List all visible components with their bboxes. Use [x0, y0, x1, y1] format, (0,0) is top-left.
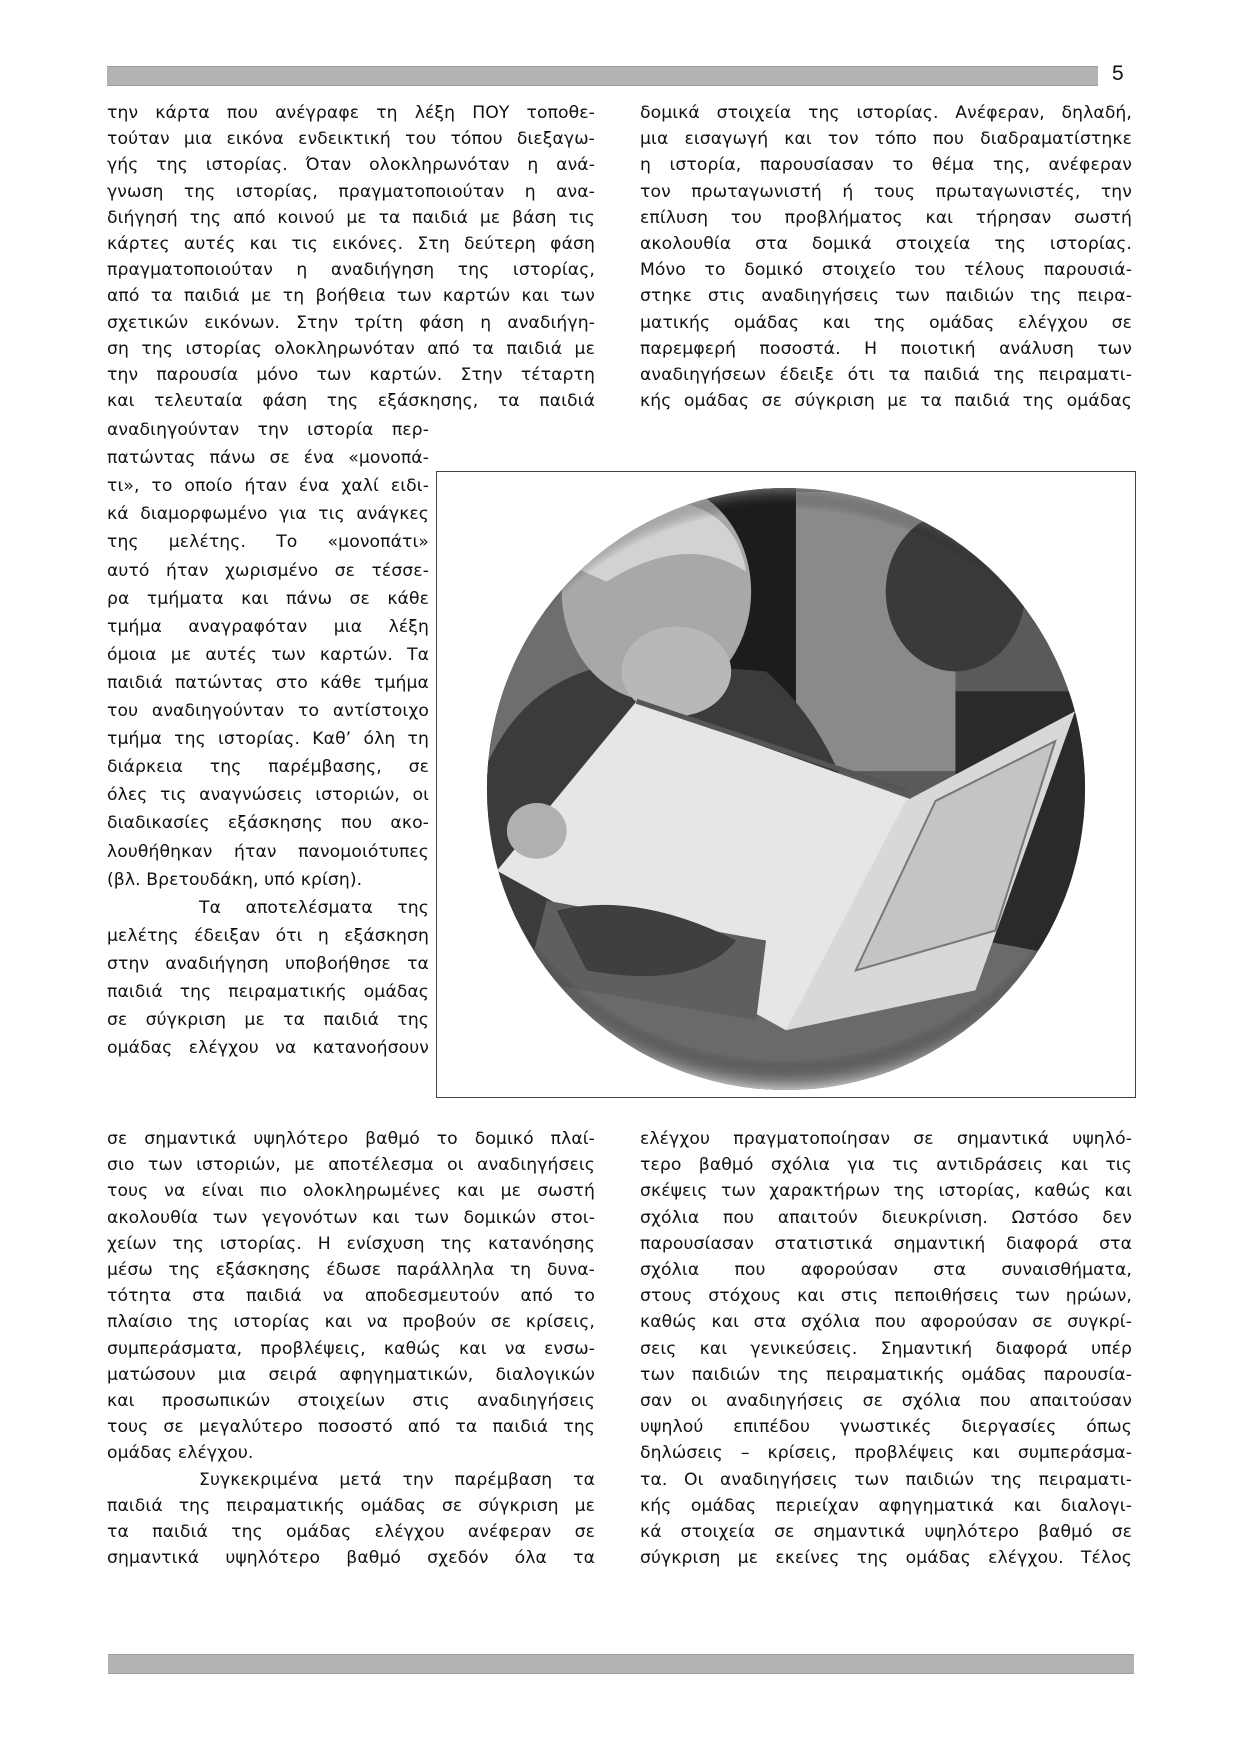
body-text-line: χείων της ιστορίας. Η ενίσχυση της κατανόησης: [107, 1233, 595, 1254]
body-text-line: διαδικασίες εξάσκησης που ακο-: [107, 813, 429, 834]
page-number: 5: [1112, 62, 1124, 85]
body-text-line: ομάδας ελέγχου να κατανοήσουν: [107, 1038, 429, 1059]
body-text-line: καθώς και στα σχόλια που αφορούσαν σε συγκρί-: [640, 1312, 1132, 1333]
body-text-line: ματώσουν μια σειρά αφηγηματικών, διαλογικών: [107, 1364, 595, 1385]
body-text-line: την κάρτα που ανέγραφε τη λέξη ΠΟΥ τοποθε-: [107, 103, 595, 123]
body-text-line: στους στόχους και στις πεποιθήσεις των ηρώων,: [640, 1286, 1132, 1307]
body-text-line: Τα αποτελέσματα της: [199, 897, 429, 918]
body-text-line: σύγκριση με εκείνες της ομάδας ελέγχου. Τέλος: [640, 1548, 1132, 1569]
body-text-line: τον πρωταγωνιστή ή τους πρωταγωνιστές, την: [640, 181, 1132, 202]
body-text-line: τμήμα αναγραφόταν μια λέξη: [107, 616, 429, 637]
body-text-line: όλες τις αναγνώσεις ιστοριών, οι: [107, 785, 429, 806]
body-text-line: τα παιδιά της ομάδας ελέγχου ανέφεραν σε: [107, 1522, 595, 1542]
body-text-line: των παιδιών της πειραματικής ομάδας παρουσία-: [640, 1364, 1132, 1385]
body-text-line: τερο βαθμό σχόλια για τις αντιδράσεις και τις: [640, 1155, 1132, 1176]
body-text-line: Συγκεκριμένα μετά την παρέμβαση τα: [199, 1469, 595, 1490]
body-text-line: σε σημαντικά υψηλότερο βαθμό το δομικό πλαί-: [107, 1129, 595, 1149]
body-text-line: παιδιά πατώντας στο κάθε τμήμα: [107, 672, 429, 693]
body-text-line: τα. Οι αναδιηγήσεις των παιδιών της πειραματι-: [640, 1469, 1132, 1490]
body-text-line: αυτό ήταν χωρισμένο σε τέσσε-: [107, 560, 429, 581]
body-text-line: σε σύγκριση με τα παιδιά της: [107, 1010, 429, 1031]
body-text-line: σχετικών εικόνων. Στην τρίτη φάση η αναδιήγη-: [107, 312, 595, 333]
figure-child-reading: [436, 471, 1136, 1098]
body-text-line: λουθήθηκαν ήταν πανομοιότυπες: [107, 841, 429, 862]
body-text-line: πλαίσιο της ιστορίας και να προβούν σε κρίσεις,: [107, 1312, 595, 1333]
body-text-line: αναδιηγούνταν την ιστορία περ-: [107, 420, 429, 440]
body-text-line: σημαντικά υψηλότερο βαθμό σχεδόν όλα τα: [107, 1548, 595, 1569]
body-text-line: και προσωπικών στοιχείων στις αναδιηγήσεις: [107, 1391, 595, 1411]
body-text-line: σχόλια που απαιτούν διευκρίνιση. Ωστόσο δεν: [640, 1207, 1132, 1228]
body-text-line: τούταν μια εικόνα ενδεικτική του τόπου διεξαγω-: [107, 129, 595, 150]
body-text-line: την παρουσία μόνο των καρτών. Στην τέταρτη: [107, 365, 595, 385]
body-text-line: ομάδας ελέγχου.: [107, 1443, 254, 1464]
body-text-line: από τα παιδιά με τη βοήθεια των καρτών και των: [107, 286, 595, 307]
body-text-line: ακολουθία των γεγονότων και των δομικών στοι-: [107, 1207, 595, 1228]
body-text-line: και τελευταία φάση της εξάσκησης, τα παιδιά: [107, 391, 595, 412]
body-text-line: ματικής ομάδας και της ομάδας ελέγχου σε: [640, 312, 1132, 333]
body-text-line: μια εισαγωγή και τον τόπο που διαδραματίστηκε: [640, 129, 1132, 150]
header-rule: [107, 66, 1098, 86]
body-text-line: του αναδιηγούνταν το αντίστοιχο: [107, 701, 429, 721]
body-text-line: κής ομάδας περιείχαν αφηγηματικά και διαλογι-: [640, 1495, 1132, 1516]
child-reading-photo: [437, 472, 1135, 1097]
body-text-line: παιδιά της πειραματικής ομάδας σε σύγκριση με: [107, 1495, 595, 1516]
body-text-line: συμπεράσματα, προβλέψεις, καθώς και να ενσω-: [107, 1338, 595, 1359]
body-text-line: σχόλια που αφορούσαν στα συναισθήματα,: [640, 1260, 1132, 1280]
body-text-line: πατώντας πάνω σε ένα «μονοπά-: [107, 448, 429, 469]
body-text-line: κά διαμορφωμένο για τις ανάγκες: [107, 504, 429, 525]
body-text-line: κάρτες αυτές και τις εικόνες. Στη δεύτερη φάση: [107, 234, 595, 254]
body-text-line: όμοια με αυτές των καρτών. Τα: [107, 644, 429, 665]
body-text-line: δηλώσεις – κρίσεις, προβλέψεις και συμπεράσμα-: [640, 1443, 1132, 1464]
body-text-line: η ιστορία, παρουσίασαν το θέμα της, ανέφεραν: [640, 155, 1132, 176]
body-text-line: σκέψεις των χαρακτήρων της ιστορίας, καθώς και: [640, 1181, 1132, 1202]
body-text-line: τμήμα της ιστορίας. Καθ’ όλη τη: [107, 729, 429, 750]
body-text-line: στην αναδιήγηση υποβοήθησε τα: [107, 953, 429, 974]
body-text-line: διήγησή της από κοινού με τα παιδιά με βάση τις: [107, 207, 595, 228]
body-text-line: σεις και γενικεύσεις. Σημαντική διαφορά υπέρ: [640, 1338, 1132, 1359]
body-text-line: μέσω της εξάσκησης έδωσε παράλληλα τη δυνα-: [107, 1260, 595, 1280]
body-text-line: αναδιηγήσεων έδειξε ότι τα παιδιά της πειραματι-: [640, 365, 1132, 385]
body-text-line: κά στοιχεία σε σημαντικά υψηλότερο βαθμό σε: [640, 1522, 1132, 1542]
body-text-line: διάρκεια της παρέμβασης, σε: [107, 757, 429, 778]
body-text-line: δομικά στοιχεία της ιστορίας. Ανέφεραν, δηλαδή,: [640, 103, 1132, 123]
body-text-line: στηκε στις αναδιηγήσεις των παιδιών της πειρα-: [640, 286, 1132, 307]
body-text-line: μελέτης έδειξαν ότι η εξάσκηση: [107, 925, 429, 946]
body-text-line: ρα τμήματα και πάνω σε κάθε: [107, 588, 429, 609]
body-text-line: πραγματοποιούταν η αναδιήγηση της ιστορίας,: [107, 260, 595, 281]
body-text-line: παρουσίασαν στατιστικά σημαντική διαφορά στα: [640, 1233, 1132, 1254]
body-text-line: τους σε μεγαλύτερο ποσοστό από τα παιδιά της: [107, 1417, 595, 1438]
photo-vignette: [437, 472, 1135, 1097]
body-text-line: σιο των ιστοριών, με αποτέλεσμα οι αναδιηγήσεις: [107, 1155, 595, 1176]
footer-rule: [108, 1654, 1134, 1674]
body-text-line: παρεμφερή ποσοστά. Η ποιοτική ανάλυση των: [640, 338, 1132, 359]
body-text-line: κής ομάδας σε σύγκριση με τα παιδιά της ομάδας: [640, 391, 1132, 412]
body-text-line: επίλυση του προβλήματος και τήρησαν σωστή: [640, 207, 1132, 228]
body-text-line: σαν οι αναδιηγήσεις σε σχόλια που απαιτούσαν: [640, 1391, 1132, 1411]
body-text-line: παιδιά της πειραματικής ομάδας: [107, 982, 429, 1002]
body-text-line: τότητα στα παιδιά να αποδεσμευτούν από το: [107, 1286, 595, 1307]
body-text-line: ακολουθία στα δομικά στοιχεία της ιστορίας.: [640, 234, 1132, 254]
body-text-line: ση της ιστορίας ολοκληρωνόταν από τα παιδιά με: [107, 338, 595, 359]
body-text-line: υψηλού επιπέδου γνωστικές διεργασίες όπως: [640, 1417, 1132, 1438]
body-text-line: τους να είναι πιο ολοκληρωμένες και με σωστή: [107, 1181, 595, 1202]
body-text-line: γνωση της ιστορίας, πραγματοποιούταν η ανα-: [107, 181, 595, 202]
body-text-line: Μόνο το δομικό στοιχείο του τέλους παρουσιά-: [640, 260, 1132, 281]
body-text-line: τι», το οποίο ήταν ένα χαλί ειδι-: [107, 476, 429, 497]
body-text-line: της μελέτης. Το «μονοπάτι»: [107, 532, 429, 553]
body-text-line: (βλ. Βρετουδάκη, υπό κρίση).: [107, 869, 363, 890]
body-text-line: γής της ιστορίας. Όταν ολοκληρωνόταν η ανά-: [107, 155, 595, 176]
body-text-line: ελέγχου πραγματοποίησαν σε σημαντικά υψηλό-: [640, 1129, 1132, 1149]
